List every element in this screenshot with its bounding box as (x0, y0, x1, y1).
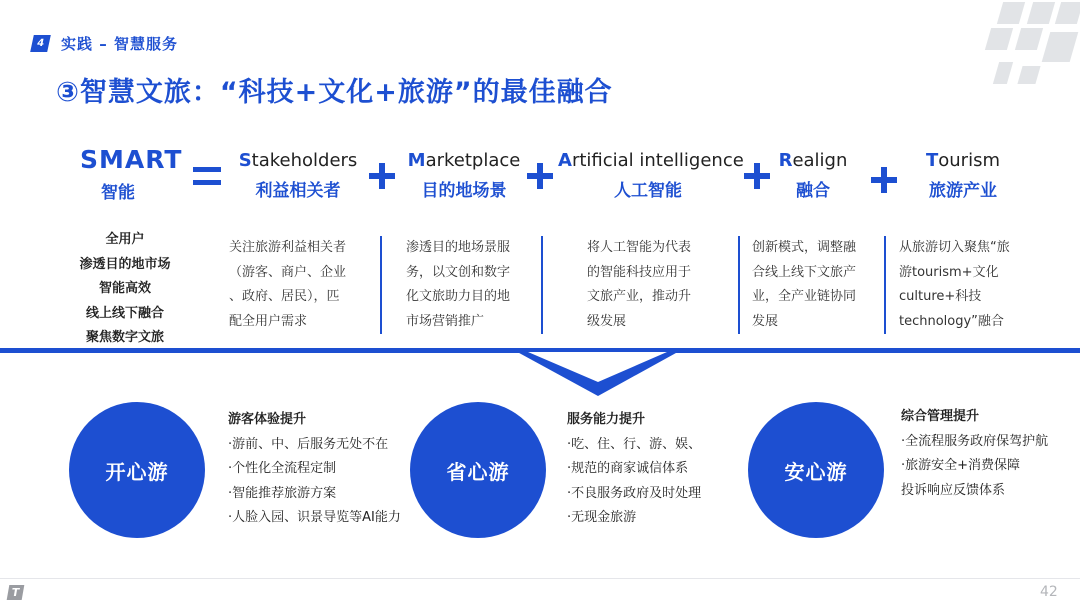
section-number-badge: 4 (30, 35, 51, 52)
list-item: ·旅游安全+消费保障 (901, 458, 1021, 473)
list-item: ·人脸入园、识景导览等AI能力 (228, 510, 401, 525)
list-item: 智能高效 (98, 281, 151, 296)
term-english (405, 150, 523, 171)
description-line: 创新模式，调整融 (752, 240, 857, 255)
term-rest: takeholders (251, 150, 358, 171)
term-initial: A (558, 150, 572, 171)
easy-travel-circle: 省心游 (410, 402, 546, 538)
description-line: 配全用户需求 (229, 313, 308, 329)
description-line: 的智能科技应用于 (587, 264, 692, 280)
happy-travel-circle: 开心游 (69, 402, 205, 538)
term-chinese: 人工智能 (614, 181, 682, 201)
term-stakeholders (238, 150, 358, 201)
term-rest: arketplace (425, 150, 521, 171)
page-number: 42 (1040, 584, 1058, 600)
description-line: 、政府、居民），匹 (229, 289, 340, 304)
page-title: ③智慧文旅：“科技+文化+旅游”的最佳融合 (56, 77, 613, 108)
ai-description (587, 236, 712, 334)
term-tourism (923, 150, 1003, 201)
term-english (923, 150, 1003, 171)
safe-travel-list (901, 405, 1048, 503)
tourism-description (899, 236, 1049, 334)
deco-block (985, 28, 1013, 50)
section-title: 实践 – 智慧服务 (61, 35, 178, 53)
description-line: 从旅游切入聚焦“旅 (899, 240, 1010, 255)
term-realign (778, 150, 848, 201)
term-rest: ealign (792, 150, 848, 171)
deco-block (1015, 28, 1043, 50)
plus-icon (744, 163, 770, 189)
deco-block (1017, 66, 1040, 84)
term-chinese: 融合 (796, 181, 830, 201)
description-line: 将人工智能为代表 (587, 240, 692, 255)
equals-sign-top-bar (193, 167, 221, 172)
smart-chinese: 智能 (101, 183, 135, 203)
column-divider (738, 236, 740, 334)
description-line: 合线上线下文旅产 (752, 264, 857, 280)
list-item: ·个性化全流程定制 (228, 461, 337, 476)
term-chinese: 目的地场景 (421, 181, 507, 201)
realign-description (752, 236, 877, 334)
description-line: 务，以文创和数字 (406, 264, 511, 280)
term-initial: M (407, 150, 426, 171)
list-item: ·智能推荐旅游方案 (228, 485, 337, 501)
list-item: 线上线下融合 (85, 305, 164, 321)
plus-icon (369, 163, 395, 189)
description-line: 文旅产业，推动升 (587, 289, 692, 304)
term-artificial-intelligence (558, 150, 744, 201)
term-english (778, 150, 848, 171)
list-item: ·游前、中、后服务无处不在 (228, 436, 389, 452)
plus-icon (527, 163, 553, 189)
description-line: （游客、商户、企业 (229, 264, 347, 280)
deco-block (997, 2, 1025, 24)
description-line: 渗透目的地场景服 (406, 240, 511, 255)
term-chinese: 旅游产业 (929, 181, 997, 201)
list-item: ·规范的商家诚信体系 (567, 461, 689, 476)
term-initial: T (925, 150, 939, 171)
description-line: 市场营销推广 (406, 313, 485, 329)
description-line: 级发展 (587, 313, 627, 329)
stakeholders-description (229, 236, 369, 334)
description-line: technology”融合 (899, 313, 1004, 329)
description-line: culture+科技 (899, 289, 982, 304)
chevron-down-icon (510, 348, 685, 398)
list-heading: 游客体验提升 (228, 412, 307, 427)
term-english (238, 150, 358, 171)
term-initial: S (238, 150, 252, 171)
list-item: 全用户 (105, 232, 145, 247)
list-heading: 综合管理提升 (901, 409, 980, 424)
deco-block (993, 62, 1013, 84)
description-line: 游tourism+文化 (899, 264, 999, 280)
footer-divider (0, 578, 1080, 579)
happy-travel-list (228, 408, 401, 531)
description-line: 发展 (752, 313, 779, 329)
smart-feature-list (66, 228, 184, 351)
marketplace-description (406, 236, 531, 334)
deco-block (1027, 2, 1055, 24)
column-divider (884, 236, 886, 334)
description-line: 业，全产业链协同 (752, 289, 857, 304)
list-heading: 服务能力提升 (567, 412, 646, 427)
list-item: 投诉响应反馈体系 (901, 482, 1006, 498)
column-divider (541, 236, 543, 334)
term-rest: ourism (938, 150, 1000, 171)
smart-acronym: SMART (80, 145, 183, 174)
term-chinese: 利益相关者 (255, 181, 341, 201)
term-initial: R (778, 150, 793, 171)
term-rest: rtificial intelligence (571, 150, 744, 171)
brand-logo: T (7, 585, 25, 600)
list-item: ·吃、住、行、游、娱、 (567, 436, 702, 452)
deco-block (1042, 32, 1079, 62)
column-divider (380, 236, 382, 334)
easy-travel-list (567, 408, 701, 531)
equals-sign-bottom-bar (193, 180, 221, 185)
list-item: ·不良服务政府及时处理 (567, 485, 702, 501)
safe-travel-circle: 安心游 (748, 402, 884, 538)
list-item: ·无现金旅游 (567, 510, 637, 525)
term-marketplace (405, 150, 523, 201)
term-english (558, 150, 744, 171)
plus-icon (871, 167, 897, 193)
list-item: ·全流程服务政府保驾护航 (901, 433, 1049, 449)
description-line: 关注旅游利益相关者 (229, 240, 347, 255)
deco-block (1055, 2, 1080, 24)
list-item: 渗透目的地市场 (79, 256, 171, 272)
list-item: 聚焦数字文旅 (85, 330, 164, 345)
description-line: 化文旅助力目的地 (406, 289, 511, 304)
